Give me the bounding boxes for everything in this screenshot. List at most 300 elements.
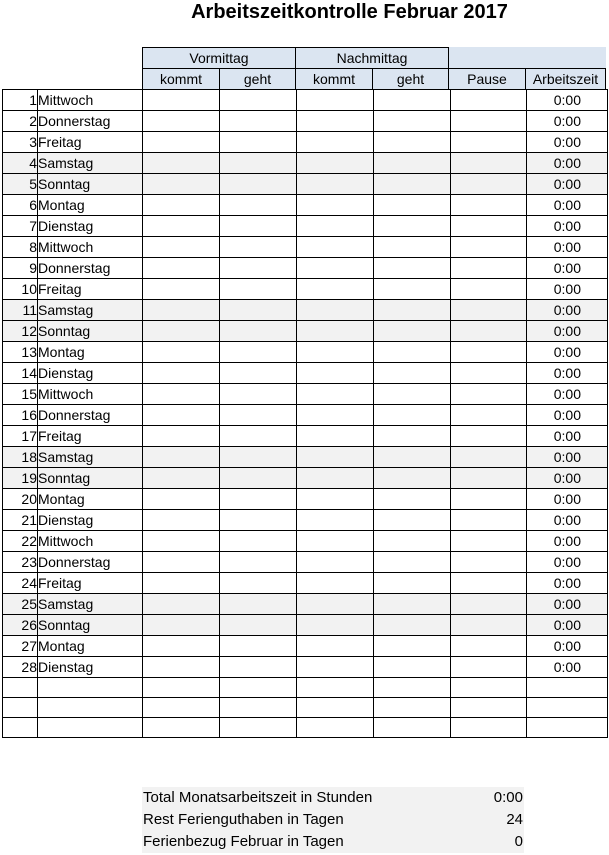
vormittag-kommt-cell[interactable] bbox=[143, 718, 220, 738]
day-number-cell: 3 bbox=[3, 132, 38, 153]
pause-cell[interactable] bbox=[451, 384, 527, 405]
arbeitszeit-cell: 0:00 bbox=[527, 237, 608, 258]
nachmittag-geht-cell[interactable] bbox=[374, 384, 451, 405]
nachmittag-kommt-cell[interactable] bbox=[297, 615, 374, 636]
nachmittag-kommt-cell[interactable] bbox=[297, 342, 374, 363]
arbeitszeit-cell: 0:00 bbox=[527, 489, 608, 510]
table-row bbox=[3, 636, 608, 657]
arbeitszeit-cell: 0:00 bbox=[527, 384, 608, 405]
table-row bbox=[3, 552, 608, 573]
arbeitszeit-cell bbox=[527, 698, 608, 718]
day-number-cell: 12 bbox=[3, 321, 38, 342]
weekday-cell: Donnerstag bbox=[38, 111, 143, 132]
table-row bbox=[3, 90, 608, 111]
vormittag-geht-cell[interactable] bbox=[220, 384, 297, 405]
nachmittag-kommt-cell[interactable] bbox=[297, 447, 374, 468]
day-number-cell: 23 bbox=[3, 552, 38, 573]
nachmittag-geht-cell[interactable] bbox=[374, 615, 451, 636]
nachmittag-kommt-cell[interactable] bbox=[297, 489, 374, 510]
vormittag-kommt-cell[interactable] bbox=[143, 468, 220, 489]
weekday-cell: Sonntag bbox=[38, 174, 143, 195]
arbeitszeit-cell: 0:00 bbox=[527, 426, 608, 447]
vormittag-kommt-cell[interactable] bbox=[143, 573, 220, 594]
day-number-cell: 7 bbox=[3, 216, 38, 237]
vormittag-kommt-cell[interactable] bbox=[143, 636, 220, 657]
arbeitszeit-cell: 0:00 bbox=[527, 510, 608, 531]
table-row bbox=[3, 678, 608, 698]
table-row bbox=[3, 615, 608, 636]
vormittag-kommt-cell[interactable] bbox=[143, 678, 220, 698]
nachmittag-geht-cell[interactable] bbox=[374, 405, 451, 426]
arbeitszeit-cell bbox=[527, 718, 608, 738]
vormittag-geht-cell[interactable] bbox=[220, 678, 297, 698]
nachmittag-kommt-cell[interactable] bbox=[297, 111, 374, 132]
table-row bbox=[3, 195, 608, 216]
pause-cell[interactable] bbox=[451, 552, 527, 573]
vormittag-geht-cell[interactable] bbox=[220, 657, 297, 678]
table-row bbox=[3, 489, 608, 510]
arbeitszeit-cell: 0:00 bbox=[527, 300, 608, 321]
nachmittag-kommt-cell[interactable] bbox=[297, 195, 374, 216]
table-row bbox=[3, 342, 608, 363]
nachmittag-geht-cell[interactable] bbox=[374, 279, 451, 300]
weekday-cell: Mittwoch bbox=[38, 90, 143, 111]
vormittag-kommt-cell[interactable] bbox=[143, 447, 220, 468]
vormittag-kommt-cell[interactable] bbox=[143, 195, 220, 216]
header-arbeitszeit: Arbeitszeit bbox=[525, 68, 606, 90]
day-number-cell: 27 bbox=[3, 636, 38, 657]
header-geht-vormittag: geht bbox=[219, 68, 296, 90]
table-row bbox=[3, 698, 608, 718]
arbeitszeit-cell: 0:00 bbox=[527, 174, 608, 195]
weekday-cell: Dienstag bbox=[38, 657, 143, 678]
weekday-cell: Mittwoch bbox=[38, 531, 143, 552]
nachmittag-kommt-cell[interactable] bbox=[297, 678, 374, 698]
weekday-cell: Dienstag bbox=[38, 510, 143, 531]
vormittag-kommt-cell[interactable] bbox=[143, 363, 220, 384]
summary-block bbox=[142, 787, 524, 853]
pause-cell[interactable] bbox=[451, 153, 527, 174]
weekday-cell: Donnerstag bbox=[38, 552, 143, 573]
arbeitszeit-cell: 0:00 bbox=[527, 132, 608, 153]
vormittag-kommt-cell[interactable] bbox=[143, 698, 220, 718]
arbeitszeit-cell: 0:00 bbox=[527, 321, 608, 342]
day-number-cell: 15 bbox=[3, 384, 38, 405]
summary-value: 24 bbox=[506, 811, 523, 828]
day-number-cell: 16 bbox=[3, 405, 38, 426]
weekday-cell: Samstag bbox=[38, 153, 143, 174]
vormittag-kommt-cell[interactable] bbox=[143, 258, 220, 279]
vormittag-kommt-cell[interactable] bbox=[143, 153, 220, 174]
table-row bbox=[3, 594, 608, 615]
weekday-cell: Dienstag bbox=[38, 363, 143, 384]
nachmittag-kommt-cell[interactable] bbox=[297, 258, 374, 279]
nachmittag-kommt-cell[interactable] bbox=[297, 90, 374, 111]
nachmittag-geht-cell[interactable] bbox=[374, 300, 451, 321]
vormittag-geht-cell[interactable] bbox=[220, 552, 297, 573]
summary-row-total bbox=[142, 787, 524, 809]
nachmittag-kommt-cell[interactable] bbox=[297, 552, 374, 573]
table-row bbox=[3, 258, 608, 279]
table-row bbox=[3, 279, 608, 300]
weekday-cell: Dienstag bbox=[38, 216, 143, 237]
vormittag-kommt-cell[interactable] bbox=[143, 615, 220, 636]
vormittag-geht-cell[interactable] bbox=[220, 531, 297, 552]
vormittag-kommt-cell[interactable] bbox=[143, 657, 220, 678]
weekday-cell: Sonntag bbox=[38, 615, 143, 636]
nachmittag-kommt-cell[interactable] bbox=[297, 698, 374, 718]
table-row bbox=[3, 174, 608, 195]
nachmittag-kommt-cell[interactable] bbox=[297, 363, 374, 384]
summary-label: Ferienbezug Februar in Tagen bbox=[143, 833, 344, 850]
weekday-cell: Samstag bbox=[38, 447, 143, 468]
nachmittag-geht-cell[interactable] bbox=[374, 426, 451, 447]
day-number-cell: 10 bbox=[3, 279, 38, 300]
pause-cell[interactable] bbox=[451, 300, 527, 321]
weekday-cell: Donnerstag bbox=[38, 405, 143, 426]
nachmittag-kommt-cell[interactable] bbox=[297, 636, 374, 657]
weekday-cell: Mittwoch bbox=[38, 384, 143, 405]
vormittag-geht-cell[interactable] bbox=[220, 258, 297, 279]
nachmittag-kommt-cell[interactable] bbox=[297, 153, 374, 174]
vormittag-geht-cell[interactable] bbox=[220, 636, 297, 657]
pause-cell[interactable] bbox=[451, 342, 527, 363]
header-pause: Pause bbox=[448, 68, 526, 90]
arbeitszeit-cell: 0:00 bbox=[527, 405, 608, 426]
weekday-cell bbox=[38, 718, 143, 738]
arbeitszeit-cell: 0:00 bbox=[527, 90, 608, 111]
arbeitszeit-cell bbox=[527, 678, 608, 698]
nachmittag-kommt-cell[interactable] bbox=[297, 279, 374, 300]
weekday-cell: Freitag bbox=[38, 279, 143, 300]
arbeitszeit-cell: 0:00 bbox=[527, 615, 608, 636]
vormittag-geht-cell[interactable] bbox=[220, 718, 297, 738]
pause-cell[interactable] bbox=[451, 258, 527, 279]
table-row bbox=[3, 405, 608, 426]
pause-cell[interactable] bbox=[451, 594, 527, 615]
nachmittag-kommt-cell[interactable] bbox=[297, 216, 374, 237]
vormittag-kommt-cell[interactable] bbox=[143, 384, 220, 405]
weekday-cell: Montag bbox=[38, 195, 143, 216]
nachmittag-geht-cell[interactable] bbox=[374, 363, 451, 384]
nachmittag-geht-cell[interactable] bbox=[374, 321, 451, 342]
nachmittag-geht-cell[interactable] bbox=[374, 90, 451, 111]
nachmittag-kommt-cell[interactable] bbox=[297, 174, 374, 195]
header-nachmittag: Nachmittag bbox=[295, 47, 449, 69]
pause-cell[interactable] bbox=[451, 718, 527, 738]
vormittag-geht-cell[interactable] bbox=[220, 510, 297, 531]
pause-cell[interactable] bbox=[451, 405, 527, 426]
day-number-cell: 13 bbox=[3, 342, 38, 363]
header-kommt-vormittag: kommt bbox=[142, 68, 220, 90]
pause-cell[interactable] bbox=[451, 195, 527, 216]
vormittag-geht-cell[interactable] bbox=[220, 447, 297, 468]
pause-cell[interactable] bbox=[451, 174, 527, 195]
day-number-cell: 24 bbox=[3, 573, 38, 594]
weekday-cell: Samstag bbox=[38, 594, 143, 615]
arbeitszeit-cell: 0:00 bbox=[527, 531, 608, 552]
table-row bbox=[3, 657, 608, 678]
nachmittag-geht-cell[interactable] bbox=[374, 174, 451, 195]
table-row bbox=[3, 216, 608, 237]
vormittag-geht-cell[interactable] bbox=[220, 615, 297, 636]
vormittag-geht-cell[interactable] bbox=[220, 111, 297, 132]
day-number-cell: 22 bbox=[3, 531, 38, 552]
vormittag-geht-cell[interactable] bbox=[220, 195, 297, 216]
arbeitszeit-cell: 0:00 bbox=[527, 636, 608, 657]
day-number-cell: 1 bbox=[3, 90, 38, 111]
summary-row-rest bbox=[142, 809, 524, 831]
nachmittag-kommt-cell[interactable] bbox=[297, 321, 374, 342]
day-number-cell: 5 bbox=[3, 174, 38, 195]
nachmittag-geht-cell[interactable] bbox=[374, 552, 451, 573]
table-row bbox=[3, 300, 608, 321]
day-number-cell: 19 bbox=[3, 468, 38, 489]
vormittag-geht-cell[interactable] bbox=[220, 405, 297, 426]
nachmittag-kommt-cell[interactable] bbox=[297, 594, 374, 615]
nachmittag-geht-cell[interactable] bbox=[374, 237, 451, 258]
vormittag-kommt-cell[interactable] bbox=[143, 90, 220, 111]
table-row bbox=[3, 718, 608, 738]
pause-cell[interactable] bbox=[451, 678, 527, 698]
arbeitszeit-cell: 0:00 bbox=[527, 552, 608, 573]
weekday-cell: Montag bbox=[38, 636, 143, 657]
nachmittag-geht-cell[interactable] bbox=[374, 698, 451, 718]
nachmittag-kommt-cell[interactable] bbox=[297, 300, 374, 321]
table-row bbox=[3, 321, 608, 342]
header-vormittag: Vormittag bbox=[142, 47, 296, 69]
pause-cell[interactable] bbox=[451, 657, 527, 678]
vormittag-kommt-cell[interactable] bbox=[143, 174, 220, 195]
table-row bbox=[3, 384, 608, 405]
day-number-cell: 14 bbox=[3, 363, 38, 384]
arbeitszeit-cell: 0:00 bbox=[527, 594, 608, 615]
weekday-cell: Freitag bbox=[38, 573, 143, 594]
table-row bbox=[3, 573, 608, 594]
nachmittag-geht-cell[interactable] bbox=[374, 447, 451, 468]
vormittag-kommt-cell[interactable] bbox=[143, 489, 220, 510]
day-number-cell: 6 bbox=[3, 195, 38, 216]
arbeitszeit-cell: 0:00 bbox=[527, 153, 608, 174]
vormittag-kommt-cell[interactable] bbox=[143, 237, 220, 258]
vormittag-geht-cell[interactable] bbox=[220, 90, 297, 111]
pause-cell[interactable] bbox=[451, 698, 527, 718]
vormittag-geht-cell[interactable] bbox=[220, 153, 297, 174]
summary-label: Total Monatsarbeitszeit in Stunden bbox=[143, 789, 373, 806]
arbeitszeit-cell: 0:00 bbox=[527, 342, 608, 363]
vormittag-geht-cell[interactable] bbox=[220, 321, 297, 342]
weekday-cell: Samstag bbox=[38, 300, 143, 321]
nachmittag-geht-cell[interactable] bbox=[374, 573, 451, 594]
pause-cell[interactable] bbox=[451, 573, 527, 594]
nachmittag-kommt-cell[interactable] bbox=[297, 405, 374, 426]
pause-cell[interactable] bbox=[451, 615, 527, 636]
arbeitszeit-cell: 0:00 bbox=[527, 468, 608, 489]
arbeitszeit-cell: 0:00 bbox=[527, 258, 608, 279]
day-number-cell: 25 bbox=[3, 594, 38, 615]
vormittag-kommt-cell[interactable] bbox=[143, 531, 220, 552]
nachmittag-geht-cell[interactable] bbox=[374, 531, 451, 552]
vormittag-geht-cell[interactable] bbox=[220, 132, 297, 153]
table-row bbox=[3, 447, 608, 468]
nachmittag-kommt-cell[interactable] bbox=[297, 718, 374, 738]
weekday-cell: Freitag bbox=[38, 426, 143, 447]
summary-value: 0:00 bbox=[493, 789, 523, 806]
nachmittag-kommt-cell[interactable] bbox=[297, 468, 374, 489]
day-number-cell: 21 bbox=[3, 510, 38, 531]
table-row bbox=[3, 132, 608, 153]
table-row bbox=[3, 237, 608, 258]
vormittag-geht-cell[interactable] bbox=[220, 237, 297, 258]
arbeitszeit-cell: 0:00 bbox=[527, 447, 608, 468]
weekday-cell: Montag bbox=[38, 489, 143, 510]
nachmittag-geht-cell[interactable] bbox=[374, 258, 451, 279]
nachmittag-geht-cell[interactable] bbox=[374, 657, 451, 678]
nachmittag-kommt-cell[interactable] bbox=[297, 531, 374, 552]
nachmittag-kommt-cell[interactable] bbox=[297, 510, 374, 531]
weekday-cell: Freitag bbox=[38, 132, 143, 153]
table-row bbox=[3, 531, 608, 552]
day-number-cell: 28 bbox=[3, 657, 38, 678]
vormittag-kommt-cell[interactable] bbox=[143, 594, 220, 615]
weekday-cell: Sonntag bbox=[38, 468, 143, 489]
weekday-cell: Sonntag bbox=[38, 321, 143, 342]
nachmittag-geht-cell[interactable] bbox=[374, 195, 451, 216]
table-row bbox=[3, 468, 608, 489]
summary-row-bezug bbox=[142, 831, 524, 853]
vormittag-kommt-cell[interactable] bbox=[143, 510, 220, 531]
arbeitszeit-cell: 0:00 bbox=[527, 657, 608, 678]
nachmittag-kommt-cell[interactable] bbox=[297, 573, 374, 594]
pause-cell[interactable] bbox=[451, 237, 527, 258]
page-title: Arbeitszeitkontrolle Februar 2017 bbox=[191, 1, 508, 23]
vormittag-geht-cell[interactable] bbox=[220, 216, 297, 237]
vormittag-kommt-cell[interactable] bbox=[143, 405, 220, 426]
pause-cell[interactable] bbox=[451, 321, 527, 342]
vormittag-geht-cell[interactable] bbox=[220, 489, 297, 510]
nachmittag-geht-cell[interactable] bbox=[374, 468, 451, 489]
vormittag-geht-cell[interactable] bbox=[220, 279, 297, 300]
nachmittag-geht-cell[interactable] bbox=[374, 342, 451, 363]
time-table bbox=[2, 89, 608, 738]
pause-cell[interactable] bbox=[451, 426, 527, 447]
vormittag-geht-cell[interactable] bbox=[220, 426, 297, 447]
vormittag-kommt-cell[interactable] bbox=[143, 321, 220, 342]
nachmittag-kommt-cell[interactable] bbox=[297, 657, 374, 678]
vormittag-kommt-cell[interactable] bbox=[143, 300, 220, 321]
day-number-cell: 20 bbox=[3, 489, 38, 510]
nachmittag-kommt-cell[interactable] bbox=[297, 426, 374, 447]
nachmittag-geht-cell[interactable] bbox=[374, 678, 451, 698]
table-row bbox=[3, 111, 608, 132]
vormittag-kommt-cell[interactable] bbox=[143, 426, 220, 447]
nachmittag-geht-cell[interactable] bbox=[374, 111, 451, 132]
weekday-cell bbox=[38, 698, 143, 718]
table-row bbox=[3, 153, 608, 174]
nachmittag-kommt-cell[interactable] bbox=[297, 384, 374, 405]
weekday-cell bbox=[38, 678, 143, 698]
nachmittag-geht-cell[interactable] bbox=[374, 489, 451, 510]
vormittag-geht-cell[interactable] bbox=[220, 594, 297, 615]
vormittag-kommt-cell[interactable] bbox=[143, 342, 220, 363]
table-row bbox=[3, 363, 608, 384]
nachmittag-kommt-cell[interactable] bbox=[297, 132, 374, 153]
vormittag-kommt-cell[interactable] bbox=[143, 111, 220, 132]
day-number-cell bbox=[3, 678, 38, 698]
weekday-cell: Montag bbox=[38, 342, 143, 363]
day-number-cell: 26 bbox=[3, 615, 38, 636]
pause-cell[interactable] bbox=[451, 111, 527, 132]
nachmittag-geht-cell[interactable] bbox=[374, 718, 451, 738]
pause-cell[interactable] bbox=[451, 447, 527, 468]
day-number-cell: 2 bbox=[3, 111, 38, 132]
day-number-cell: 11 bbox=[3, 300, 38, 321]
pause-cell[interactable] bbox=[451, 531, 527, 552]
summary-value: 0 bbox=[514, 833, 523, 850]
header-geht-nachmittag: geht bbox=[372, 68, 449, 90]
vormittag-geht-cell[interactable] bbox=[220, 300, 297, 321]
pause-cell[interactable] bbox=[451, 216, 527, 237]
vormittag-kommt-cell[interactable] bbox=[143, 552, 220, 573]
nachmittag-geht-cell[interactable] bbox=[374, 594, 451, 615]
vormittag-geht-cell[interactable] bbox=[220, 468, 297, 489]
pause-cell[interactable] bbox=[451, 510, 527, 531]
day-number-cell: 17 bbox=[3, 426, 38, 447]
nachmittag-geht-cell[interactable] bbox=[374, 132, 451, 153]
nachmittag-kommt-cell[interactable] bbox=[297, 237, 374, 258]
day-number-cell: 8 bbox=[3, 237, 38, 258]
vormittag-geht-cell[interactable] bbox=[220, 573, 297, 594]
day-number-cell: 9 bbox=[3, 258, 38, 279]
pause-cell[interactable] bbox=[451, 90, 527, 111]
vormittag-kommt-cell[interactable] bbox=[143, 279, 220, 300]
day-number-cell bbox=[3, 698, 38, 718]
vormittag-kommt-cell[interactable] bbox=[143, 132, 220, 153]
day-number-cell: 18 bbox=[3, 447, 38, 468]
arbeitszeit-cell: 0:00 bbox=[527, 195, 608, 216]
pause-cell[interactable] bbox=[451, 468, 527, 489]
nachmittag-geht-cell[interactable] bbox=[374, 636, 451, 657]
arbeitszeit-cell: 0:00 bbox=[527, 111, 608, 132]
header-blank-fill bbox=[449, 47, 606, 69]
arbeitszeit-cell: 0:00 bbox=[527, 279, 608, 300]
vormittag-geht-cell[interactable] bbox=[220, 342, 297, 363]
summary-label: Rest Ferienguthaben in Tagen bbox=[143, 811, 344, 828]
vormittag-geht-cell[interactable] bbox=[220, 174, 297, 195]
arbeitszeit-cell: 0:00 bbox=[527, 216, 608, 237]
vormittag-geht-cell[interactable] bbox=[220, 698, 297, 718]
nachmittag-geht-cell[interactable] bbox=[374, 216, 451, 237]
table-row bbox=[3, 426, 608, 447]
header-kommt-nachmittag: kommt bbox=[295, 68, 373, 90]
arbeitszeit-cell: 0:00 bbox=[527, 363, 608, 384]
table-row bbox=[3, 510, 608, 531]
arbeitszeit-cell: 0:00 bbox=[527, 573, 608, 594]
weekday-cell: Mittwoch bbox=[38, 237, 143, 258]
nachmittag-geht-cell[interactable] bbox=[374, 153, 451, 174]
pause-cell[interactable] bbox=[451, 132, 527, 153]
weekday-cell: Donnerstag bbox=[38, 258, 143, 279]
pause-cell[interactable] bbox=[451, 363, 527, 384]
pause-cell[interactable] bbox=[451, 636, 527, 657]
nachmittag-geht-cell[interactable] bbox=[374, 510, 451, 531]
vormittag-geht-cell[interactable] bbox=[220, 363, 297, 384]
pause-cell[interactable] bbox=[451, 489, 527, 510]
pause-cell[interactable] bbox=[451, 279, 527, 300]
day-number-cell bbox=[3, 718, 38, 738]
day-number-cell: 4 bbox=[3, 153, 38, 174]
vormittag-kommt-cell[interactable] bbox=[143, 216, 220, 237]
